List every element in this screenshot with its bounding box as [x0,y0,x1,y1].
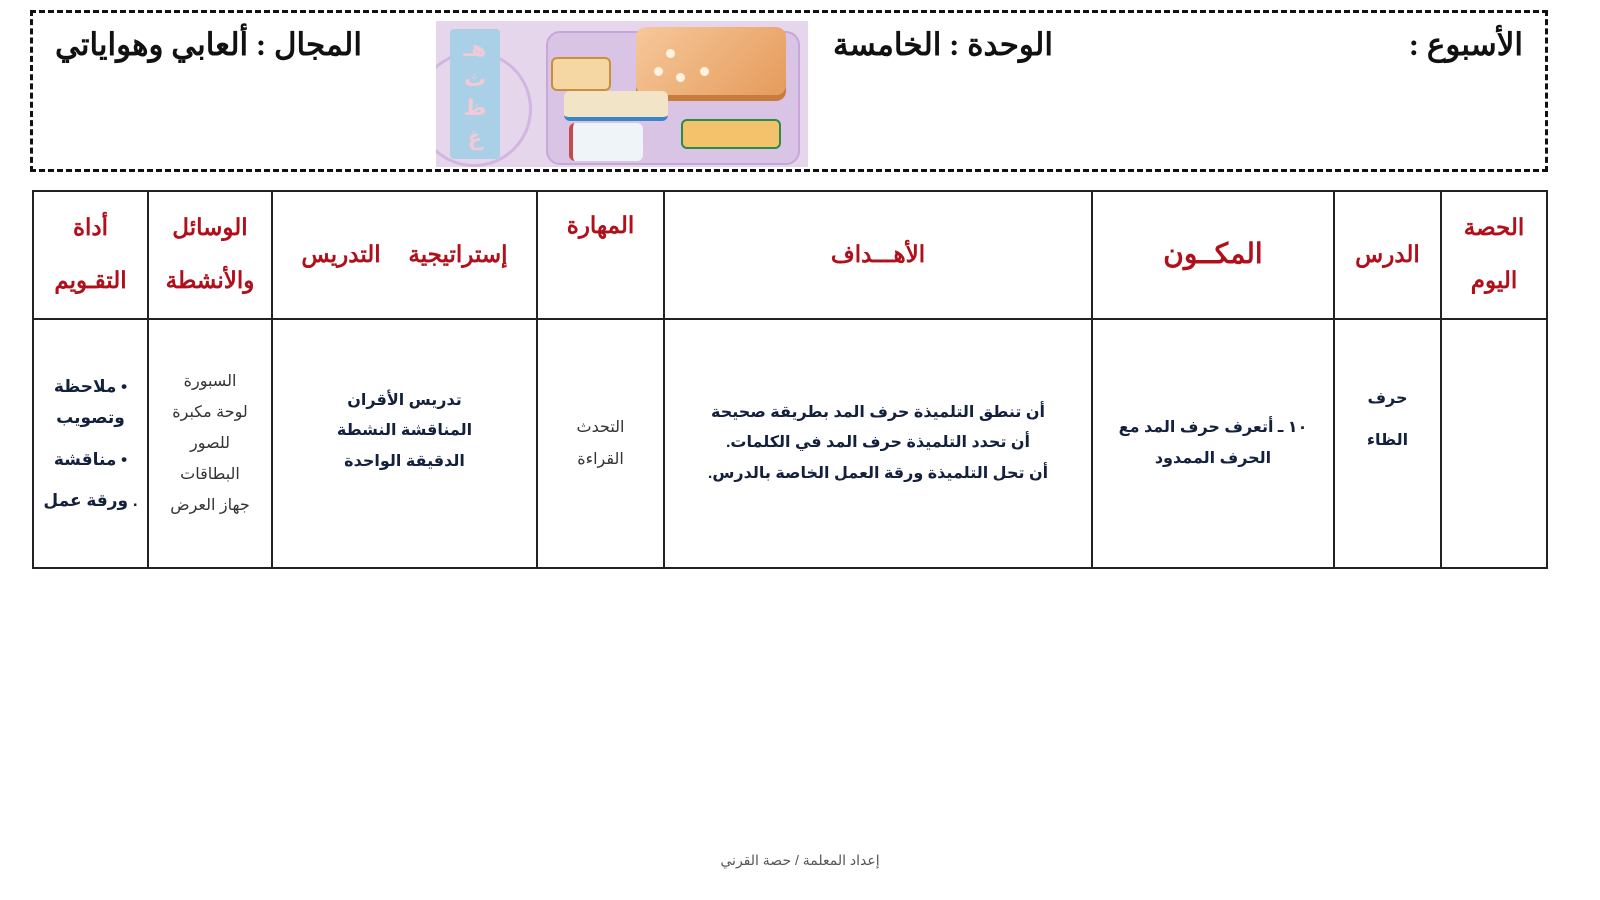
header-strategy: إستراتيجية التدريس [272,191,537,319]
cell-means: السبورة لوحة مكبرة للصور البطاقات جهاز العرض [148,319,272,568]
unit-label: الوحدة : الخامسة [833,27,1053,62]
domain-label: المجال : ألعابي وهواياتي [55,27,362,62]
cell-skill: التحدث القراءة [537,319,664,568]
week-label: الأسبوع : [1408,27,1523,62]
cell-evaluation: • ملاحظة وتصويب • مناقشة . ورقة عمل [33,319,148,568]
letter-4: غ [467,125,483,151]
lesson-plan-table [32,190,1548,569]
playground-illustration [569,123,643,161]
header-box [30,10,1548,172]
letters-strip [450,29,500,159]
table-row [33,319,1547,568]
boat-illustration [564,91,668,121]
cell-strategy: تدريس الأقران المناقشة النشطة الدقيقة الواحدة [272,319,537,568]
letter-2: ث [463,66,487,92]
header-evaluation: أداة التقـويم [33,191,148,319]
header-period: الحصة اليوم [1441,191,1547,319]
cell-period [1441,319,1547,568]
unit-thumbnail-image [436,21,808,167]
letter-1: هـ [463,37,487,63]
cell-component: ١٠ ـ أتعرف حرف المد مع الحرف الممدود [1092,319,1334,568]
header-means: الوسائل والأنشطة [148,191,272,319]
header-component: المكــون [1092,191,1334,319]
header-skill: المهارة [537,191,664,319]
table-header-row [33,191,1547,319]
cell-lesson: حرف الظاء [1334,319,1441,568]
header-lesson: الدرس [1334,191,1441,319]
children-illustration [681,119,781,149]
cell-objectives: أن تنطق التلميذة حرف المد بطريقة صحيحة أن تحدد التلميذة حرف المد في الكلمات. أن تحل التلميذة ورقة العمل الخاصة بالدرس. [664,319,1092,568]
book-box-illustration [636,27,786,95]
letter-3: ظ [463,96,487,122]
kite-illustration [551,57,611,91]
header-objectives: الأهـــداف [664,191,1092,319]
footer-credit: إعداد المعلمة / حصة القرني [720,852,880,868]
